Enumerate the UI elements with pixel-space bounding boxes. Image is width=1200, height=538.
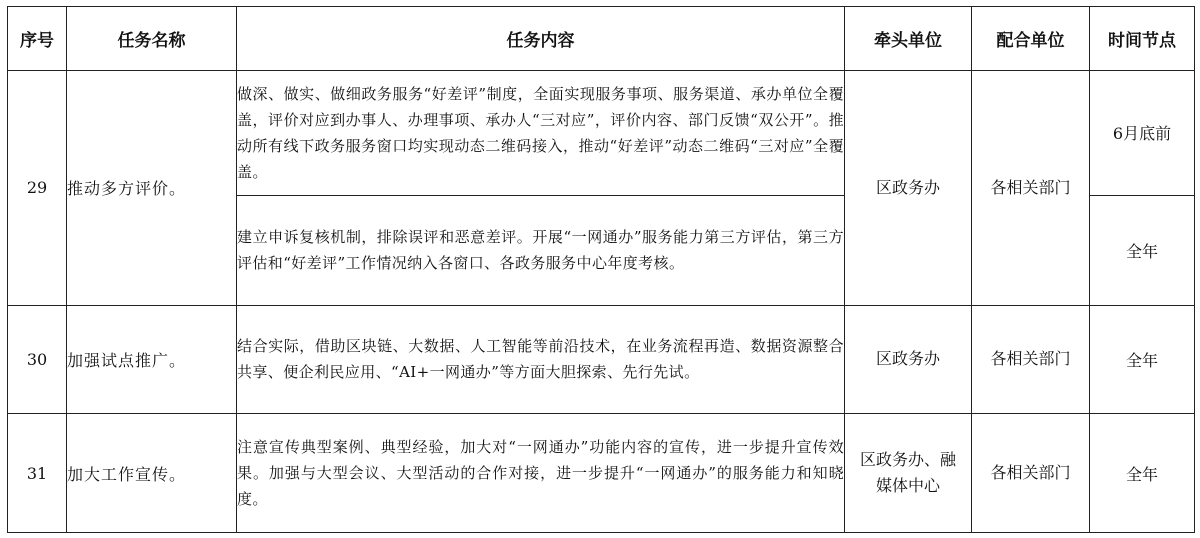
row-task-name: 加强试点推广。 bbox=[67, 305, 237, 414]
header-task-content: 任务内容 bbox=[237, 7, 845, 71]
row-deadline: 全年 bbox=[1090, 305, 1195, 414]
header-deadline: 时间节点 bbox=[1090, 7, 1195, 71]
row-partner-unit: 各相关部门 bbox=[972, 305, 1090, 414]
row-lead-unit: 区政务办、融媒体中心 bbox=[845, 414, 972, 533]
row-no: 30 bbox=[8, 305, 67, 414]
row-no: 29 bbox=[8, 71, 67, 306]
table-row bbox=[8, 414, 1195, 533]
header-lead-unit: 牵头单位 bbox=[845, 7, 972, 71]
row-deadline: 全年 bbox=[1090, 195, 1195, 305]
header-partner-unit: 配合单位 bbox=[972, 7, 1090, 71]
row-task-content: 建立申诉复核机制，排除误评和恶意差评。开展“一网通办”服务能力第三方评估，第三方评估和“好差评”工作情况纳入各窗口、各政务服务中心年度考核。 bbox=[237, 195, 845, 305]
row-task-content: 结合实际，借助区块链、大数据、人工智能等前沿技术，在业务流程再造、数据资源整合共享、便企利民应用、“AI+一网通办”等方面大胆探索、先行先试。 bbox=[237, 305, 845, 414]
row-partner-unit: 各相关部门 bbox=[972, 414, 1090, 533]
header-no: 序号 bbox=[8, 7, 67, 71]
row-lead-unit: 区政务办 bbox=[845, 305, 972, 414]
task-table bbox=[7, 6, 1195, 533]
table-row bbox=[8, 71, 1195, 196]
row-task-name: 加大工作宣传。 bbox=[67, 414, 237, 533]
table-header-row bbox=[8, 7, 1195, 71]
row-no: 31 bbox=[8, 414, 67, 533]
table-row bbox=[8, 305, 1195, 414]
header-task-name: 任务名称 bbox=[67, 7, 237, 71]
row-task-content: 做深、做实、做细政务服务“好差评”制度，全面实现服务事项、服务渠道、承办单位全覆盖，评价对应到办事人、办理事项、承办人“三对应”，评价内容、部门反馈“双公开”。推动所有线下政务服务窗口均实现动态二维码接入，推动“好差评”动态二维码“三对应”全覆盖。 bbox=[237, 71, 845, 196]
row-task-name: 推动多方评价。 bbox=[67, 71, 237, 306]
row-lead-unit: 区政务办 bbox=[845, 71, 972, 306]
row-deadline: 6月底前 bbox=[1090, 71, 1195, 196]
row-deadline: 全年 bbox=[1090, 414, 1195, 533]
row-partner-unit: 各相关部门 bbox=[972, 71, 1090, 306]
row-task-content: 注意宣传典型案例、典型经验，加大对“一网通办”功能内容的宣传，进一步提升宣传效果。加强与大型会议、大型活动的合作对接，进一步提升“一网通办”的服务能力和知晓度。 bbox=[237, 414, 845, 533]
